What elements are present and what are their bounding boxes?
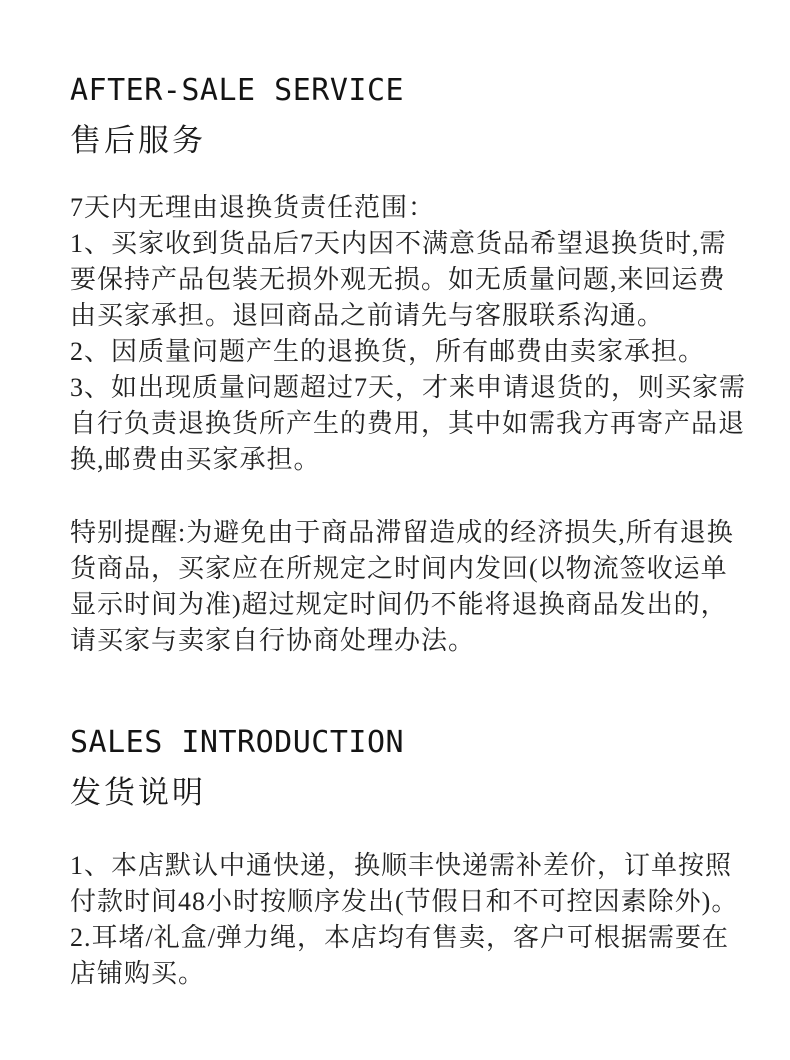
policy-line: 由买家承担。退回商品之前请先与客服联系沟通。 xyxy=(70,301,665,330)
reminder-line: 请买家与卖家自行协商处理办法。 xyxy=(70,626,476,655)
policy-line: 3、如出现质量问题超过7天，才来申请退货的，则买家需 xyxy=(70,373,747,402)
policy-line: 自行负责退换货所产生的费用，其中如需我方再寄产品退 xyxy=(70,409,746,438)
sales-introduction-section xyxy=(70,725,752,992)
sales-introduction-title-en: SALES INTRODUCTION xyxy=(70,725,405,760)
policy-line: 7天内无理由退换货责任范围： xyxy=(70,193,436,222)
reminder-line: 特别提醒:为避免由于商品滞留造成的经济损失,所有退换 xyxy=(70,518,734,547)
shipping-line: 店铺购买。 xyxy=(70,959,206,988)
reminder-line: 显示时间为准)超过规定时间仍不能将退换商品发出的， xyxy=(70,590,728,619)
return-policy-paragraph xyxy=(70,190,752,478)
after-sale-title-en: AFTER-SALE SERVICE xyxy=(70,73,405,108)
shipping-line: 2.耳堵/礼盒/弹力绳，本店均有售卖，客户可根据需要在 xyxy=(70,923,729,952)
sales-introduction-title-zh: 发货说明 xyxy=(70,775,206,810)
policy-line: 要保持产品包装无损外观无损。如无质量问题,来回运费 xyxy=(70,265,726,294)
policy-line: 2、因质量问题产生的退换货，所有邮费由卖家承担。 xyxy=(70,337,706,366)
special-reminder-paragraph xyxy=(70,515,752,659)
shipping-line: 付款时间48小时按顺序发出(节假日和不可控因素除外)。 xyxy=(70,887,739,916)
after-sale-section xyxy=(70,73,752,659)
after-sale-title-zh: 售后服务 xyxy=(70,123,206,158)
reminder-line: 货商品，买家应在所规定之时间内发回(以物流签收运单 xyxy=(70,554,728,583)
shipping-line: 1、本店默认中通快递，换顺丰快递需补差价，订单按照 xyxy=(70,851,733,880)
shipping-notes-paragraph xyxy=(70,848,752,992)
policy-line: 1、买家收到货品后7天内因不满意货品希望退换货时,需 xyxy=(70,229,727,258)
policy-line: 换,邮费由买家承担。 xyxy=(70,445,321,474)
